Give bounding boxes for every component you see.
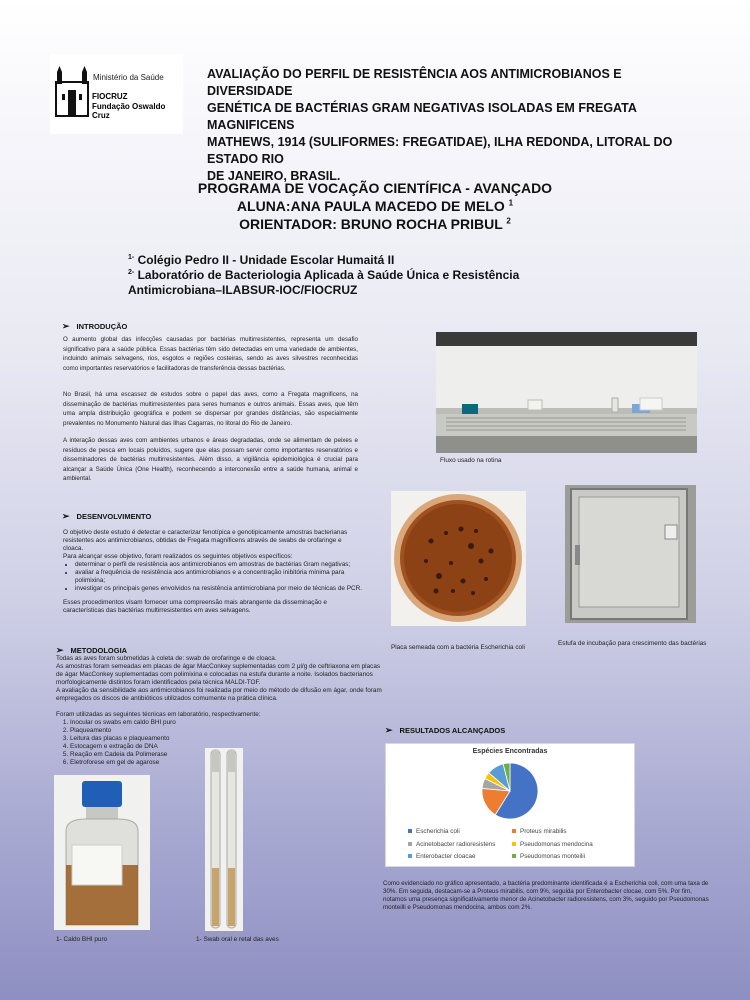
- results-line: Como evidenciado no gráfico apresentado, a bactéria predominante identificada é a Escherichia coli, com uma taxa de: [383, 880, 709, 887]
- legend-item: [408, 841, 495, 848]
- advisor-text: ORIENTADOR: BRUNO ROCHA PRIBUL: [239, 216, 503, 232]
- list-item: • determinar o perfil de resistência aos antimicrobianos em amostras de bactérias Gram negativas;: [75, 561, 363, 569]
- title-line: AVALIAÇÃO DO PERFIL DE RESISTÊNCIA AOS ANTIMICROBIANOS E DIVERSIDADE: [207, 67, 622, 98]
- petri-plate-photo: [391, 491, 526, 626]
- incubator-photo: [565, 485, 696, 623]
- legend-label: Proteus mirabilis: [520, 828, 567, 835]
- legend-swatch: [512, 854, 516, 858]
- fiocruz-logo: [50, 54, 183, 134]
- title-line: GENÉTICA DE BACTÉRIAS GRAM NEGATIVAS ISOLADAS EM FREGATA MAGNIFICENS: [207, 101, 637, 132]
- affiliation-2: [128, 265, 519, 298]
- list-item: • avaliar a frequência de resistência aos antimicrobianos e a concentração inibitória mínima para polimixina;: [75, 569, 363, 585]
- title-line: MATHEWS, 1914 (SULIFORMES: FREGATIDAE), ILHA REDONDA, LITORAL DO ESTADO RIO: [207, 135, 673, 166]
- dev-p1: O objetivo deste estudo é detectar e caracterizar fenotípica e genotipicamente amostras bacterianas resistentes aos antimicrobianos, obtidas de Fregata magnificens através de swabs de orofaringe e cloaca.: [63, 529, 348, 552]
- legend-item: [408, 828, 460, 835]
- legend-swatch: [408, 854, 412, 858]
- results-text: [383, 880, 723, 912]
- legend-swatch: [512, 842, 516, 846]
- chart-title: Espécies Encontradas: [472, 748, 548, 755]
- arrow-icon: ➢: [62, 321, 70, 331]
- aff-num: 1-: [128, 254, 135, 261]
- aff-text: Colégio Pedro II - Unidade Escolar Humaitá II: [137, 253, 395, 267]
- legend-swatch: [512, 829, 516, 833]
- biosafety-cabinet-photo: [436, 332, 697, 453]
- advisor-sup: 2: [506, 216, 511, 226]
- method-line: As amostras foram semeadas em placas de ágar MacConkey suplementadas com 2 μl/g de ceftriaxona em placas: [56, 663, 381, 670]
- method-line: morfologicamente distintos foram identificados pela técnica MALDI-TOF.: [56, 679, 261, 686]
- legend-item: [512, 828, 567, 835]
- species-chart: [385, 743, 635, 867]
- logo-foundation: Fundação Oswaldo Cruz: [92, 102, 166, 120]
- arrow-icon: ➢: [385, 725, 393, 735]
- intro-p3: A interação dessas aves com ambientes urbanos e áreas degradadas, onde se alimentam de peixes e resíduos de pesca em locais poluídos, sugere que elas possam servir como importantes reservatórios e disseminadores de bactérias multirresistentes. Além disso, a vigilância epidemiológica é crucial para alcançar a Saúde Única (One Health), reconhecendo a interconexão entre a saúde humana, animal e ambiental.: [63, 437, 358, 483]
- method-line: empregados os discos de antibióticos utilizados comumente na prática clínica.: [56, 695, 278, 702]
- results-line: 30%. Em seguida, destacam-se a Proteus mirabilis, com 9%, seguida por Enterobacter clocae, com 5%. Por fim,: [383, 888, 692, 895]
- legend-item: [408, 853, 476, 860]
- method-line: Todas as aves foram submetidas à coleta de: swab de orofaringe e de cloaca.: [56, 655, 277, 662]
- aff-num: 2-: [128, 269, 135, 276]
- dev-p2: Para alcançar esse objetivo, foram realizados os seguintes objetivos específicos:: [63, 553, 293, 560]
- dev-heading-text: DESENVOLVIMENTO: [76, 512, 152, 521]
- advisor-name: [0, 216, 750, 232]
- arrow-icon: ➢: [62, 511, 70, 521]
- legend-label: Enterobacter cloacae: [416, 853, 476, 860]
- results-line: monteilli e Pseudomonas mendocina, ambos com 2%.: [383, 904, 532, 911]
- dev-p3: Esses procedimentos visam fornecer uma compreensão mais abrangente da disseminação e características das bactérias multirresistentes em aves selvagens.: [63, 599, 327, 614]
- castle-icon: [54, 64, 90, 120]
- caption-bhi: 1- Caldo BHI puro: [56, 936, 108, 943]
- logo-ministry: Ministério da Saúde: [93, 73, 164, 82]
- legend-swatch: [408, 842, 412, 846]
- student-name: [0, 198, 750, 214]
- list-item: 6. Eletroforese em gel de agarose: [70, 759, 396, 767]
- logo-name: FIOCRUZ: [92, 92, 128, 101]
- student-text: ALUNA:ANA PAULA MACEDO DE MELO: [236, 198, 505, 214]
- student-sup: 1: [508, 198, 514, 208]
- legend-label: Pseudomonas mendocina: [520, 841, 593, 848]
- intro-heading: [62, 321, 127, 332]
- method-line: de ágar MacConkey suplementadas com polimixina e colocadas na estufa durante a noite. Isolados bacterianos: [56, 671, 373, 678]
- list-item: 1. Inocular os swabs em caldo BHI puro: [70, 719, 396, 727]
- legend-swatch: [408, 829, 412, 833]
- legend-item: [512, 853, 585, 860]
- poster-title: [207, 66, 707, 185]
- results-heading: [385, 725, 505, 736]
- list-item: • investigar os principais genes envolvidos na resistência antimicrobiana por meio de técnicas de PCR.: [75, 585, 363, 593]
- caption-swab: 1- Swab oral e retal das aves: [196, 936, 279, 943]
- list-item: 2. Plaqueamento: [70, 727, 396, 735]
- list-item: 4. Estocagem e extração de DNA: [70, 743, 396, 751]
- method-line: A avaliação da sensibilidade aos antimicrobianos foi realizada por meio do método de difusão em ágar, onde foram: [56, 687, 382, 694]
- method-heading-text: METODOLOGIA: [70, 646, 128, 655]
- list-item: 5. Reação em Cadeia da Polimerase: [70, 751, 396, 759]
- aff-text: Antimicrobiana–ILABSUR-IOC/FIOCRUZ: [128, 283, 358, 297]
- results-line: notamos uma presença significativamente menor de Acinetobacter radioresistens, com 3%, seguido por Pseudomonas: [383, 896, 709, 903]
- bhi-bottle-photo: [54, 775, 150, 930]
- objectives-list: [63, 561, 363, 593]
- aff-text: Laboratório de Bacteriologia Aplicada à Saúde Única e Resistência: [137, 268, 520, 282]
- techniques-intro: Foram utilizadas as seguintes técnicas em laboratório, respectivamente:: [56, 711, 261, 718]
- results-heading-text: RESULTADOS ALCANÇADOS: [399, 726, 506, 735]
- arrow-icon: ➢: [56, 645, 64, 655]
- list-item: 3. Leitura das placas e plaqueamento: [70, 735, 396, 743]
- legend-label: Acinetobacter radioresistens: [416, 841, 496, 848]
- caption-flow: Fluxo usado na rotina: [440, 457, 502, 464]
- legend-label: Escherichia coli: [416, 828, 460, 835]
- dev-heading: [62, 511, 151, 522]
- intro-p1: O aumento global das infecções causadas por bactérias multirresistentes, representa um desafio significativo para a saúde pública. Essas bactérias têm sido detectadas em uma variedade de ambientes, incluindo animais selvagens, rios, esgotos e regiões costeiras, sendo as aves silvestres reconhecidas como importantes reservatórios e facilitadoras de transferência dessas bactérias.: [63, 336, 358, 372]
- intro-heading-text: INTRODUÇÃO: [76, 322, 128, 331]
- caption-plate: Placa semeada com a bactéria Escherichia coli: [391, 644, 525, 651]
- dev-body: [63, 529, 363, 615]
- legend-item: [512, 841, 593, 848]
- caption-incubator: Estufa de incubação para crescimento das bactérias: [558, 640, 707, 647]
- program-name: PROGRAMA DE VOCAÇÃO CIENTÍFICA - AVANÇADO: [197, 180, 553, 196]
- swab-tubes-photo: [205, 748, 243, 931]
- title-line: DE JANEIRO, BRASIL.: [207, 169, 341, 183]
- intro-p2: No Brasil, há uma escassez de estudos sobre o papel das aves, como a Fregata magnificens, na disseminação de bactérias multirresistentes para seres humanos e outros animais. Essas aves, que têm uma ampla distribuição geográfica e podem se dispersar por grandes distâncias, são especialmente prevalentes no Monumento Natural das Ilhas Cagarras, no litoral do Rio de Janeiro.: [63, 391, 358, 427]
- legend-label: Pseudomonas monteilii: [520, 853, 586, 860]
